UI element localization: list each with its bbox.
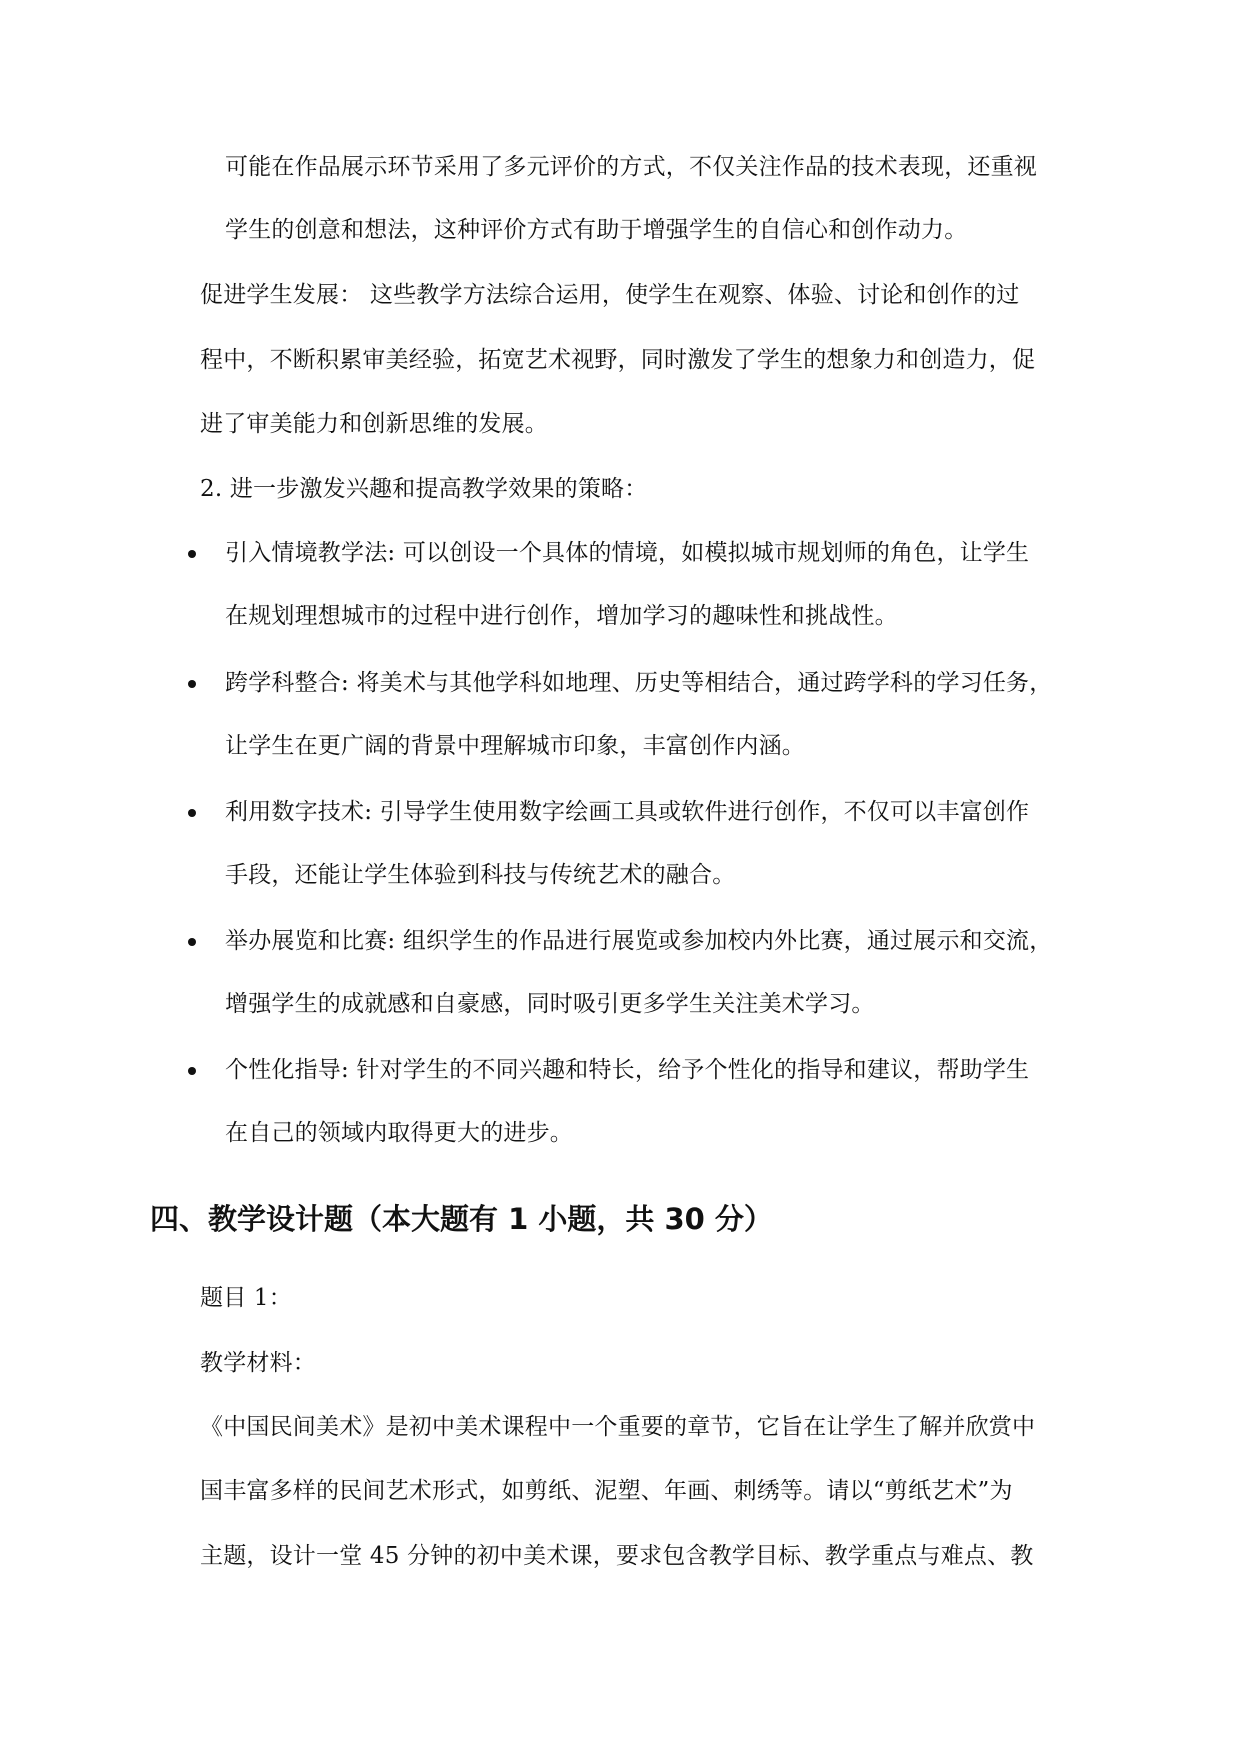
- list-item-line: 让学生在更广阔的背景中理解城市印象，丰富创作内涵。: [225, 733, 805, 759]
- section-heading: 四、教学设计题（本大题有 1 小题，共 30 分）: [150, 1202, 773, 1236]
- list-item-line: 举办展览和比赛: 组织学生的作品进行展览或参加校内外比赛，通过展示和交流，: [225, 928, 1053, 954]
- paragraph-line: 学生的创意和想法，这种评价方式有助于增强学生的自信心和创作动力。: [225, 217, 968, 243]
- materials-label: 教学材料：: [200, 1350, 316, 1376]
- paragraph-line: 促进学生发展： 这些教学方法综合运用，使学生在观察、体验、讨论和创作的过: [200, 282, 1020, 308]
- paragraph-line: 程中，不断积累审美经验，拓宽艺术视野，同时激发了学生的想象力和创造力，促: [200, 347, 1036, 373]
- list-item-line: 引入情境教学法: 可以创设一个具体的情境，如模拟城市规划师的角色，让学生: [225, 540, 1030, 566]
- list-item-line: 手段，还能让学生体验到科技与传统艺术的融合。: [225, 862, 736, 888]
- bullet-icon: [188, 550, 196, 558]
- bullet-icon: [188, 680, 196, 688]
- list-item-line: 个性化指导: 针对学生的不同兴趣和特长，给予个性化的指导和建议，帮助学生: [225, 1057, 1030, 1083]
- bullet-icon: [188, 1067, 196, 1075]
- list-item-line: 增强学生的成就感和自豪感，同时吸引更多学生关注美术学习。: [225, 991, 875, 1017]
- list-item-line: 在自己的领域内取得更大的进步。: [225, 1120, 573, 1146]
- list-item-line: 跨学科整合: 将美术与其他学科如地理、历史等相结合，通过跨学科的学习任务，: [225, 670, 1053, 696]
- list-item-line: 利用数字技术: 引导学生使用数字绘画工具或软件进行创作，不仅可以丰富创作: [225, 799, 1030, 825]
- question-label: 题目 1：: [200, 1285, 292, 1311]
- bullet-icon: [188, 809, 196, 817]
- paragraph-line: 国丰富多样的民间艺术形式，如剪纸、泥塑、年画、刺绣等。请以“剪纸艺术”为: [200, 1478, 1013, 1504]
- bullet-icon: [188, 938, 196, 946]
- paragraph-line: 可能在作品展示环节采用了多元评价的方式，不仅关注作品的技术表现，还重视: [225, 154, 1037, 180]
- paragraph-line: 进了审美能力和创新思维的发展。: [200, 411, 548, 437]
- paragraph-line: 主题，设计一堂 45 分钟的初中美术课，要求包含教学目标、教学重点与难点、教: [200, 1543, 1034, 1569]
- section-subtitle: 2. 进一步激发兴趣和提高教学效果的策略：: [200, 476, 648, 502]
- paragraph-line: 《中国民间美术》是初中美术课程中一个重要的章节，它旨在让学生了解并欣赏中: [200, 1414, 1036, 1440]
- list-item-line: 在规划理想城市的过程中进行创作，增加学习的趣味性和挑战性。: [225, 603, 898, 629]
